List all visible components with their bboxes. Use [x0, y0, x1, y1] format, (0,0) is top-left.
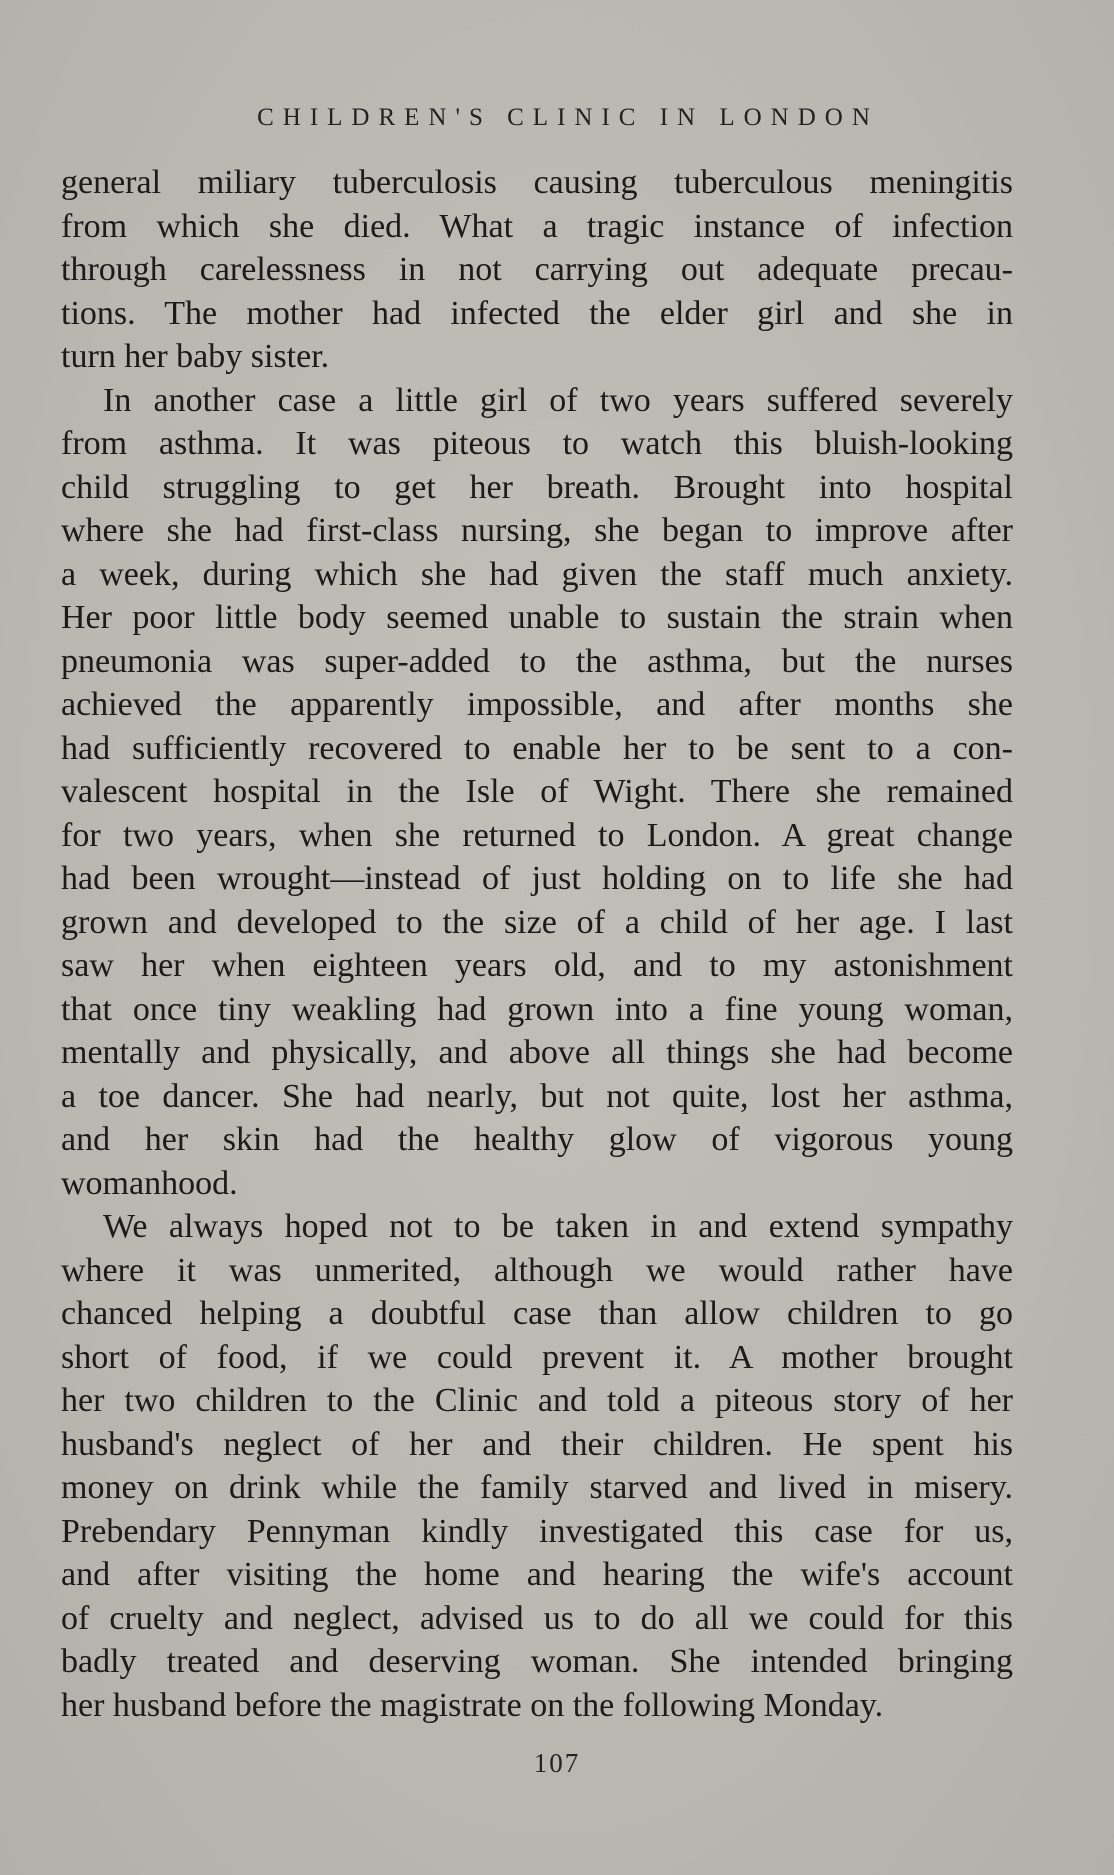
text-line: chanced helping a doubtful case than allow children to go: [61, 1295, 1013, 1332]
text-line: from asthma. It was piteous to watch this bluish-looking: [61, 425, 1013, 462]
text-line: where it was unmerited, although we would rather have: [61, 1251, 1013, 1289]
text-line: pneumonia was super-added to the asthma, but the nurses: [61, 642, 1013, 680]
text-line: a toe dancer. She had nearly, but not quite, lost her asthma,: [61, 1077, 1013, 1115]
text-line: womanhood.: [61, 1164, 238, 1202]
text-line: valescent hospital in the Isle of Wight. There she remained: [61, 773, 1013, 810]
text-line: her husband before the magistrate on the following Monday.: [61, 1686, 884, 1724]
text-line: grown and developed to the size of a child of her age. I last: [61, 903, 1013, 941]
text-line: from which she died. What a tragic instance of infection: [61, 207, 1013, 245]
text-line: badly treated and deserving woman. She intended bringing: [61, 1643, 1013, 1680]
text-line: her two children to the Clinic and told a piteous story of her: [61, 1382, 1013, 1419]
text-line: Her poor little body seemed unable to sustain the strain when: [61, 599, 1013, 636]
text-line: saw her when eighteen years old, and to my astonishment: [61, 947, 1013, 984]
text-line: short of food, if we could prevent it. A mother brought: [61, 1338, 1013, 1376]
paragraph: [61, 161, 1013, 379]
paragraph: [61, 379, 1013, 1206]
text-line: of cruelty and neglect, advised us to do all we could for this: [61, 1599, 1013, 1637]
text-line: had sufficiently recovered to enable her to be sent to a con-: [61, 729, 1013, 767]
text-line: In another case a little girl of two years suffered severely: [103, 381, 1013, 419]
text-line: a week, during which she had given the staff much anxiety.: [61, 555, 1013, 593]
running-head: CHILDREN'S CLINIC IN LONDON: [257, 104, 879, 131]
body-text: [61, 161, 1013, 1727]
text-line: mentally and physically, and above all things she had become: [61, 1034, 1013, 1071]
text-line: had been wrought—instead of just holding on to life she had: [61, 860, 1013, 897]
text-line: where she had first-class nursing, she began to improve after: [61, 512, 1013, 549]
text-line: turn her baby sister.: [61, 338, 330, 375]
text-line: for two years, when she returned to London. A great change: [61, 816, 1013, 854]
text-line: achieved the apparently impossible, and after months she: [61, 686, 1013, 723]
paragraph: [61, 1205, 1013, 1727]
text-line: that once tiny weakling had grown into a fine young woman,: [61, 990, 1013, 1028]
page-number: 107: [533, 1748, 581, 1778]
text-line: and her skin had the healthy glow of vigorous young: [61, 1121, 1013, 1158]
text-line: general miliary tuberculosis causing tuberculous meningitis: [61, 164, 1013, 201]
text-line: through carelessness in not carrying out adequate precau-: [61, 251, 1013, 288]
text-line: child struggling to get her breath. Brought into hospital: [61, 468, 1013, 506]
text-line: money on drink while the family starved and lived in misery.: [61, 1469, 1013, 1506]
text-line: Prebendary Pennyman kindly investigated this case for us,: [61, 1512, 1013, 1550]
text-line: husband's neglect of her and their children. He spent his: [61, 1425, 1013, 1463]
text-line: and after visiting the home and hearing the wife's account: [61, 1556, 1013, 1593]
text-line: tions. The mother had infected the elder girl and she in: [61, 294, 1013, 332]
text-line: We always hoped not to be taken in and extend sympathy: [103, 1208, 1013, 1245]
